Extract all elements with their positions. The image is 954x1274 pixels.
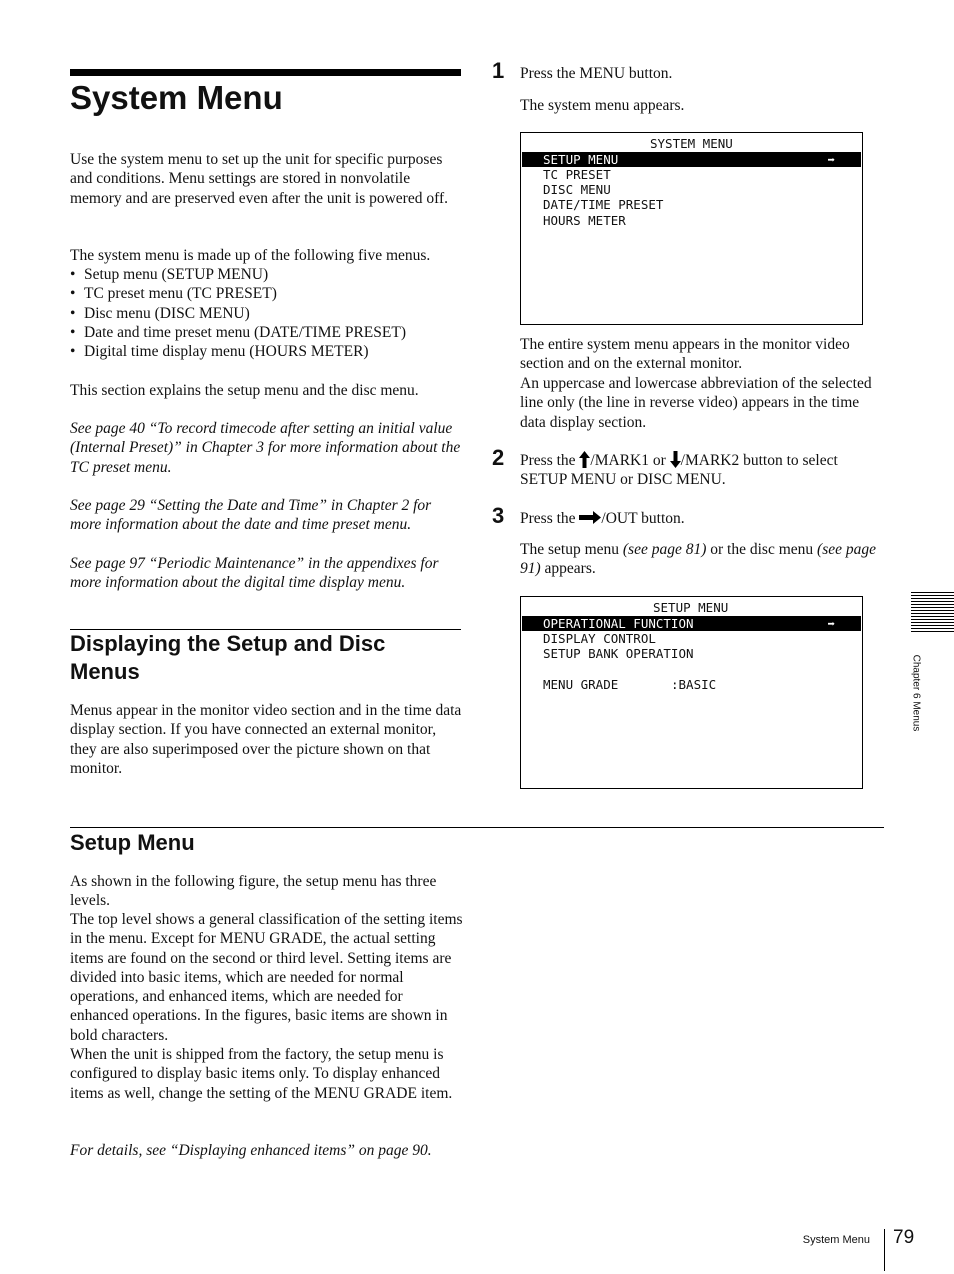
list-item: • TC preset menu (TC PRESET) [70, 284, 465, 303]
step-3-result [520, 540, 886, 579]
menu-item: HOURS METER [543, 213, 626, 228]
reference-tc-preset: See page 40 “To record timecode after setting an initial value (Internal Preset)” in Chapter 3 for more information about the TC preset menu. [70, 420, 461, 476]
page-reference: (see page 81) [622, 541, 707, 558]
menu-item-selected [522, 616, 861, 631]
section-scope: This section explains the setup menu and the disc menu. [70, 382, 419, 399]
system-menu-note-2: An uppercase and lowercase abbreviation of the selected line only (the line in reverse video) appears in the time data display section. [520, 375, 872, 431]
system-menu-screen [520, 132, 863, 325]
menu-item-selected [522, 152, 861, 167]
reference-date-time: See page 29 “Setting the Date and Time” in Chapter 2 for more information about the date and time preset menu. [70, 497, 432, 534]
chapter-side-label [905, 648, 927, 738]
setup-paragraph-3: When the unit is shipped from the factory, the setup menu is configured to display basic items only. To display enhanced items as well, change the setting of the MENU GRADE item. [70, 1046, 453, 1102]
menu-title: SYSTEM MENU [650, 136, 733, 151]
step-3-result-c: or the disc menu [706, 541, 818, 558]
page-reference: (see page 91) [520, 541, 876, 578]
menu-item: DISC MENU [543, 182, 611, 197]
step-3-text-b: /OUT button. [601, 510, 685, 527]
title-bar [70, 69, 461, 76]
step-3-result-a: The setup menu [520, 541, 623, 558]
intro-list-lead: The system menu is made up of the following five menus. [70, 247, 431, 264]
chapter-side-label-text: Chapter 6 Menus [910, 654, 922, 732]
menu-grade-value: :BASIC [671, 677, 717, 692]
step-3-text-a: Press the [520, 510, 580, 527]
list-item: • Setup menu (SETUP MENU) [70, 265, 465, 284]
page-number: 79 [893, 1227, 915, 1248]
menu-item: DATE/TIME PRESET [543, 197, 664, 212]
step-2-text-a: Press the [520, 452, 580, 469]
displaying-body: Menus appear in the monitor video section and in the time data display section. If you have connected an external monitor, they are also superimposed over the picture shown on that monitor. [70, 702, 462, 777]
footer-section-label: System Menu [802, 1234, 870, 1246]
menu-item: SETUP BANK OPERATION [543, 646, 694, 661]
reference-hours-meter: See page 97 “Periodic Maintenance” in the appendixes for more information about the digital time display menu. [70, 555, 439, 592]
menu-item: TC PRESET [543, 167, 611, 182]
setup-reference: For details, see “Displaying enhanced items” on page 90. [70, 1142, 432, 1159]
setup-menu-screen [520, 596, 863, 789]
list-item: • Date and time preset menu (DATE/TIME PRESET) [70, 323, 465, 342]
step-2-text-b: /MARK1 or [590, 452, 670, 469]
menu-item-label: SETUP MENU [543, 152, 619, 167]
section-heading-displaying: Displaying the Setup and Disc Menus [70, 631, 386, 684]
step-3-result-e: appears. [540, 560, 596, 578]
setup-paragraph-1: As shown in the following figure, the setup menu has three levels. [70, 873, 437, 910]
setup-paragraph-2: The top level shows a general classification of the setting items in the menu. Except for MENU GRADE, the actual setting items are found on the second or third level. Setting items are divided into basic items, which are needed for normal operations, and enhanced items, which are needed for enhanced operations. In the figures, basic items are shown in bold characters. [70, 911, 463, 1044]
step-1-text: Press the MENU button. [520, 65, 673, 82]
list-item: • Digital time display menu (HOURS METER) [70, 342, 465, 361]
menu-item-label: OPERATIONAL FUNCTION [543, 616, 694, 631]
footer-separator [884, 1229, 885, 1271]
down-arrow-icon [670, 451, 681, 468]
step-number-3: 3 [492, 503, 505, 528]
step-3-text [520, 509, 886, 528]
step-2-text-c: /MARK2 button to select SETUP MENU or DISC MENU. [520, 452, 838, 489]
right-arrow-icon: ➡ [827, 616, 835, 631]
right-arrow-icon: ➡ [827, 152, 835, 167]
chapter-thumb-tab [911, 592, 954, 634]
step-number-1: 1 [492, 58, 505, 83]
up-arrow-icon [579, 451, 590, 468]
system-menu-note-1: The entire system menu appears in the monitor video section and on the external monitor. [520, 336, 850, 373]
menu-list [70, 265, 465, 361]
section-rule [70, 827, 884, 828]
menu-item: DISPLAY CONTROL [543, 631, 656, 646]
intro-paragraph: Use the system menu to set up the unit for specific purposes and conditions. Menu settings are stored in nonvolatile memory and are preserved even after the unit is powered off. [70, 151, 449, 207]
right-arrow-icon [579, 511, 601, 524]
list-item: • Disc menu (DISC MENU) [70, 304, 465, 323]
menu-title: SETUP MENU [653, 600, 729, 615]
page-title: System Menu [70, 79, 283, 116]
step-number-2: 2 [492, 445, 505, 470]
step-2-text [520, 451, 886, 490]
step-1-result: The system menu appears. [520, 97, 685, 114]
section-heading-setup-menu: Setup Menu [70, 830, 195, 855]
menu-grade-label: MENU GRADE [543, 677, 619, 692]
